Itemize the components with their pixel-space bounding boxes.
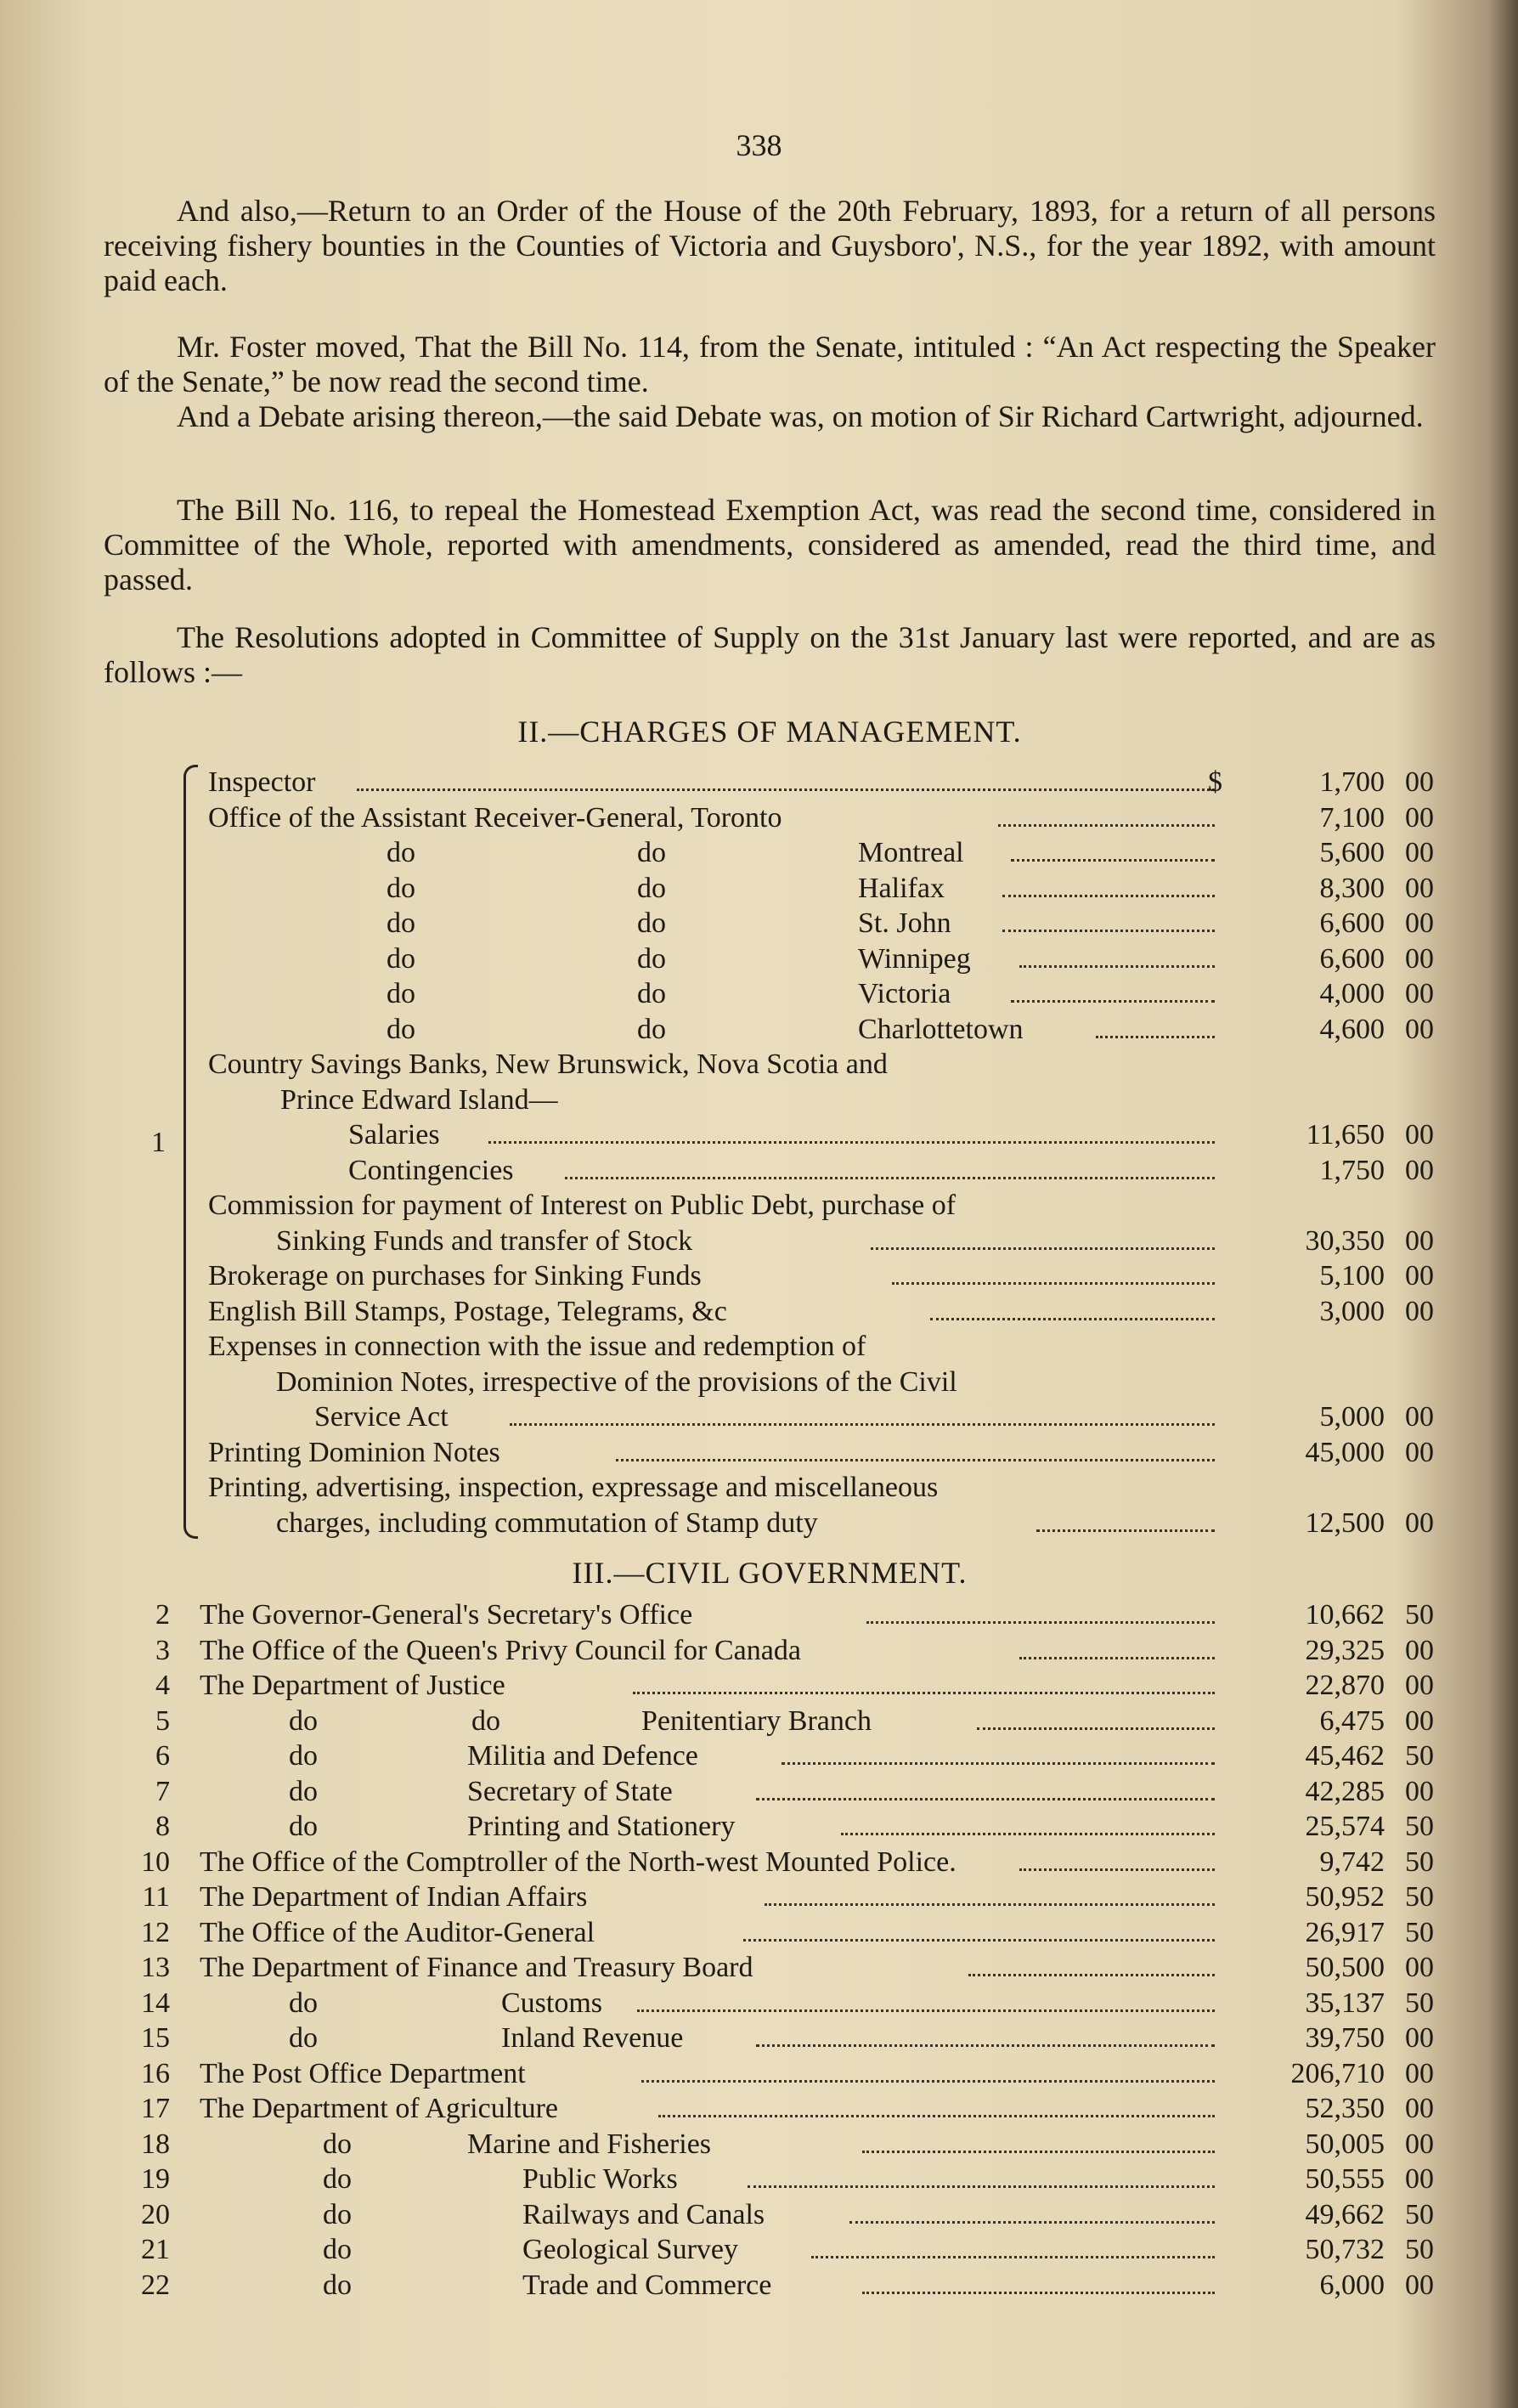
amount: 50,005	[1305, 2128, 1385, 2160]
table-row	[0, 2268, 1518, 2303]
cents: 50	[1405, 1881, 1434, 1913]
row-label: do	[323, 2269, 352, 2301]
dot-leader	[1096, 1012, 1215, 1038]
row-number: 4	[155, 1670, 170, 1701]
row-label-3: Public Works	[522, 2163, 678, 2195]
cents: 00	[1405, 942, 1434, 975]
amount: 12,500	[1305, 1506, 1385, 1539]
cents: 00	[1405, 1260, 1434, 1292]
row-label-2: do	[637, 942, 666, 975]
row-number: 13	[141, 1952, 170, 1983]
cents: 00	[1405, 1506, 1434, 1539]
amount: 29,325	[1305, 1634, 1385, 1666]
row-number: 18	[141, 2128, 170, 2160]
table-row	[0, 1294, 1518, 1329]
row-number: 6	[155, 1740, 170, 1772]
row-label-3: St. John	[858, 907, 951, 939]
cents: 00	[1405, 1670, 1434, 1701]
table-row	[0, 1879, 1518, 1914]
table-row	[0, 835, 1518, 870]
table-row	[0, 2056, 1518, 2091]
row-label: Country Savings Banks, New Brunswick, Nova Scotia and	[208, 1049, 888, 1080]
row-label: do	[387, 978, 415, 1009]
dot-leader	[510, 1399, 1215, 1426]
row-label: The Department of Indian Affairs	[200, 1881, 588, 1913]
row-label: Inspector	[208, 766, 316, 798]
amount: 206,710	[1290, 2057, 1385, 2089]
cents: 00	[1405, 2057, 1434, 2089]
cents: 00	[1405, 1119, 1434, 1150]
row-label: do	[289, 1704, 318, 1737]
amount: 25,574	[1305, 1811, 1385, 1842]
row-label-3: Penitentiary Branch	[641, 1704, 872, 1737]
row-label: Expenses in connection with the issue and redemption of	[208, 1331, 866, 1362]
table-row	[0, 1012, 1518, 1047]
row-label: The Governor-General's Secretary's Office	[200, 1599, 693, 1631]
dot-leader	[998, 800, 1215, 827]
dot-leader	[565, 1153, 1215, 1179]
cents: 00	[1405, 1013, 1434, 1045]
cents: 00	[1405, 1436, 1434, 1468]
amount: 7,100	[1319, 801, 1385, 834]
table-row	[0, 2232, 1518, 2267]
cents: 50	[1405, 1846, 1434, 1878]
table-row	[0, 2021, 1518, 2055]
amount: 6,475	[1319, 1704, 1385, 1737]
amount: 22,870	[1305, 1670, 1385, 1701]
dot-leader	[641, 2056, 1215, 2083]
dot-leader	[765, 1879, 1215, 1906]
amount: 8,300	[1319, 872, 1385, 904]
amount: 49,662	[1305, 2198, 1385, 2230]
cents: 50	[1405, 2234, 1434, 2265]
amount: 5,000	[1319, 1401, 1385, 1433]
row-label-3: Victoria	[858, 978, 951, 1009]
cents: 00	[1405, 1634, 1434, 1666]
amount: 4,000	[1319, 978, 1385, 1009]
row-label-2: do	[637, 978, 666, 1009]
table-row	[0, 2127, 1518, 2162]
row-label: The Office of the Queen's Privy Council for Canada	[200, 1634, 801, 1666]
page-number: 338	[736, 128, 782, 162]
cents: 00	[1405, 1775, 1434, 1807]
row-label: The Post Office Department	[200, 2057, 526, 2089]
dot-leader	[862, 2268, 1215, 2294]
row-label: do	[387, 907, 415, 939]
amount: 5,600	[1319, 837, 1385, 868]
dot-leader	[841, 1809, 1215, 1835]
amount: 30,350	[1305, 1224, 1385, 1257]
amount: 6,600	[1319, 942, 1385, 975]
row-label-2: do	[637, 837, 666, 868]
row-label: The Department of Justice	[200, 1670, 505, 1701]
dot-leader	[1019, 1845, 1215, 1871]
row-number: 8	[155, 1811, 170, 1842]
table-row	[0, 2091, 1518, 2126]
table-row	[0, 1668, 1518, 1703]
row-label-3: Winnipeg	[858, 942, 971, 975]
row-label-2: do	[637, 872, 666, 904]
table-row	[0, 1950, 1518, 1985]
table-row	[0, 1633, 1518, 1668]
group-number: 1	[151, 1127, 166, 1158]
row-label: do	[387, 1013, 415, 1045]
row-label: Contingencies	[348, 1154, 514, 1186]
row-number: 10	[141, 1846, 170, 1878]
table-row	[0, 1153, 1518, 1188]
amount: 4,600	[1319, 1013, 1385, 1045]
table-row	[0, 1258, 1518, 1293]
row-label: Printing Dominion Notes	[208, 1436, 500, 1468]
row-label: Brokerage on purchases for Sinking Funds	[208, 1260, 702, 1292]
paragraph-resolutions: The Resolutions adopted in Committee of Supply on the 31st January last were reported, and are as follows :—	[104, 620, 1436, 689]
amount: 11,650	[1306, 1119, 1385, 1150]
cents: 00	[1405, 766, 1434, 798]
dot-leader	[849, 2197, 1215, 2224]
row-label: The Office of the Comptroller of the North-west Mounted Police.	[200, 1846, 957, 1878]
amount: 50,952	[1305, 1881, 1385, 1913]
cents: 00	[1405, 2128, 1434, 2160]
row-label-2: do	[637, 1013, 666, 1045]
cents: 00	[1405, 2163, 1434, 2195]
cents: 00	[1405, 1295, 1434, 1327]
table-row	[0, 800, 1518, 835]
cents: 00	[1405, 1952, 1434, 1983]
row-label: do	[323, 2198, 352, 2230]
cents: 00	[1405, 801, 1434, 834]
dot-leader	[616, 1435, 1215, 1461]
dot-leader	[862, 2127, 1215, 2153]
dot-leader	[866, 1597, 1215, 1624]
section-heading-charges: II.—CHARGES OF MANAGEMENT.	[517, 715, 1022, 749]
row-label: do	[289, 2022, 318, 2054]
dot-leader	[1011, 835, 1215, 862]
dot-leader	[756, 1774, 1215, 1800]
paragraph-bill-116: The Bill No. 116, to repeal the Homestead Exemption Act, was read the second time, considered in Committee of the Whole, reported with amendments, considered as amended, read the third time, and passed.	[104, 493, 1436, 596]
dot-leader	[1011, 976, 1215, 1003]
cents: 00	[1405, 1401, 1434, 1433]
row-number: 5	[155, 1704, 170, 1737]
row-label: do	[387, 872, 415, 904]
row-number: 7	[155, 1775, 170, 1807]
row-number: 11	[142, 1881, 170, 1913]
table-row	[0, 1506, 1518, 1540]
row-label: Salaries	[348, 1119, 440, 1150]
row-label-3: Geological Survey	[522, 2234, 738, 2265]
row-label: Dominion Notes, irrespective of the provisions of the Civil	[276, 1365, 957, 1398]
row-label-3: Railways and Canals	[522, 2198, 765, 2230]
row-label: do	[289, 1775, 318, 1807]
table-row	[0, 1597, 1518, 1632]
row-label-2: do	[637, 907, 666, 939]
amount: 35,137	[1305, 1987, 1385, 2019]
cents: 00	[1405, 2022, 1434, 2054]
row-label: do	[289, 1987, 318, 2019]
row-label: English Bill Stamps, Postage, Telegrams, &c	[208, 1295, 727, 1327]
table-row	[0, 2197, 1518, 2232]
amount: 50,555	[1305, 2163, 1385, 2195]
amount: 1,750	[1319, 1154, 1385, 1186]
paragraph-return-order: And also,—Return to an Order of the House of the 20th February, 1893, for a return of all persons receiving fishery bounties in the Counties of Victoria and Guysboro', N.S., for the year 1892, with amount paid each.	[104, 194, 1436, 297]
row-label: do	[387, 942, 415, 975]
table-row	[0, 1399, 1518, 1434]
dot-leader	[871, 1224, 1215, 1250]
row-label: do	[323, 2128, 352, 2160]
table-row	[0, 1986, 1518, 2021]
dot-leader	[811, 2232, 1215, 2258]
amount: 10,662	[1305, 1599, 1385, 1631]
table-row	[0, 2162, 1518, 2196]
row-label: do	[387, 837, 415, 868]
table-row	[0, 1224, 1518, 1258]
dot-leader	[1002, 871, 1215, 897]
table-row	[0, 1809, 1518, 1844]
row-label-3: Secretary of State	[467, 1775, 673, 1807]
table-row	[0, 1082, 1518, 1117]
table-row	[0, 1329, 1518, 1364]
dot-leader	[892, 1258, 1215, 1285]
row-label: The Department of Finance and Treasury Board	[200, 1952, 753, 1983]
amount: 39,750	[1305, 2022, 1385, 2054]
row-label: do	[323, 2234, 352, 2265]
row-label: Commission for payment of Interest on Public Debt, purchase of	[208, 1190, 957, 1221]
amount: 45,000	[1305, 1436, 1385, 1468]
dot-leader	[748, 2162, 1215, 2188]
dot-leader	[977, 1704, 1215, 1730]
row-label: do	[289, 1740, 318, 1772]
table-row	[0, 1435, 1518, 1470]
table-row	[0, 871, 1518, 906]
row-label-3: Inland Revenue	[501, 2022, 684, 2054]
cents: 00	[1405, 837, 1434, 868]
dot-leader	[756, 2021, 1215, 2047]
row-label-3: Montreal	[858, 837, 964, 868]
row-label: Printing, advertising, inspection, expressage and miscellaneous	[208, 1472, 939, 1503]
cents: 50	[1405, 1740, 1434, 1772]
dot-leader	[1019, 941, 1215, 968]
dot-leader	[1019, 1633, 1215, 1659]
row-number: 15	[141, 2022, 170, 2054]
table-row	[0, 765, 1518, 800]
amount: 5,100	[1319, 1260, 1385, 1292]
dot-leader	[743, 1915, 1215, 1942]
table-row	[0, 976, 1518, 1011]
paragraph-debate: And a Debate arising thereon,—the said Debate was, on motion of Sir Richard Cartwright, adjourned.	[177, 399, 1424, 433]
row-number: 20	[141, 2198, 170, 2230]
row-label: do	[323, 2163, 352, 2195]
section-heading-civil: III.—CIVIL GOVERNMENT.	[572, 1556, 968, 1590]
row-label: The Department of Agriculture	[200, 2093, 559, 2124]
cents: 50	[1405, 2198, 1434, 2230]
table-row	[0, 1365, 1518, 1399]
row-label-3: Militia and Defence	[467, 1740, 698, 1772]
amount: 42,285	[1305, 1775, 1385, 1807]
table-row	[0, 1047, 1518, 1082]
row-label: The Office of the Auditor-General	[200, 1916, 595, 1948]
row-number: 12	[141, 1916, 170, 1948]
row-label: Sinking Funds and transfer of Stock	[276, 1224, 693, 1257]
row-label-3: Marine and Fisheries	[467, 2128, 712, 2160]
table-row	[0, 1704, 1518, 1738]
cents: 00	[1405, 1224, 1434, 1257]
amount: 45,462	[1305, 1740, 1385, 1772]
row-label-3: Charlottetown	[858, 1013, 1024, 1045]
dot-leader	[633, 1668, 1215, 1694]
table-row	[0, 906, 1518, 941]
table-row	[0, 1470, 1518, 1505]
row-label: Office of the Assistant Receiver-General, Toronto	[208, 801, 782, 834]
cents: 50	[1405, 1811, 1434, 1842]
cents: 50	[1405, 1916, 1434, 1948]
cents: 00	[1405, 872, 1434, 904]
dot-leader	[1002, 906, 1215, 932]
row-number: 14	[141, 1987, 170, 2019]
row-label: charges, including commutation of Stamp duty	[276, 1506, 818, 1539]
row-label: Service Act	[314, 1401, 449, 1433]
paragraph-foster-motion: Mr. Foster moved, That the Bill No. 114, from the Senate, intituled : “An Act respecting the Speaker of the Senate,” be now read the second time.	[104, 330, 1436, 399]
row-number: 22	[141, 2269, 170, 2301]
row-number: 3	[155, 1634, 170, 1666]
amount: 3,000	[1319, 1295, 1385, 1327]
dollar-sign: $	[1208, 766, 1222, 798]
dot-leader	[357, 765, 1215, 791]
dot-leader	[782, 1738, 1215, 1765]
row-number: 21	[141, 2234, 170, 2265]
amount: 50,500	[1305, 1952, 1385, 1983]
table-row	[0, 1845, 1518, 1879]
cents: 00	[1405, 2269, 1434, 2301]
table-row	[0, 1738, 1518, 1773]
row-label-3: Trade and Commerce	[522, 2269, 772, 2301]
row-number: 19	[141, 2163, 170, 2195]
cents: 00	[1405, 1704, 1434, 1737]
cents: 00	[1405, 978, 1434, 1009]
amount: 52,350	[1305, 2093, 1385, 2124]
row-label: Prince Edward Island—	[280, 1083, 558, 1116]
amount: 6,600	[1319, 907, 1385, 939]
cents: 00	[1405, 907, 1434, 939]
dot-leader	[930, 1294, 1215, 1320]
table-row	[0, 1188, 1518, 1223]
row-label-3: Halifax	[858, 872, 945, 904]
table-row	[0, 1117, 1518, 1152]
row-label-2: do	[471, 1704, 500, 1737]
row-number: 17	[141, 2093, 170, 2124]
amount: 50,732	[1305, 2234, 1385, 2265]
amount: 6,000	[1319, 2269, 1385, 2301]
amount: 9,742	[1319, 1846, 1385, 1878]
amount: 26,917	[1305, 1916, 1385, 1948]
table-row	[0, 941, 1518, 976]
cents: 50	[1405, 1987, 1434, 2019]
row-label-3: Customs	[501, 1987, 603, 2019]
dot-leader	[637, 1986, 1215, 2012]
row-number: 2	[155, 1599, 170, 1631]
table-row	[0, 1774, 1518, 1809]
row-label-3: Printing and Stationery	[467, 1811, 736, 1842]
cents: 50	[1405, 1599, 1434, 1631]
table-row	[0, 1915, 1518, 1950]
dot-leader	[658, 2091, 1215, 2117]
row-number: 16	[141, 2057, 170, 2089]
dot-leader	[1036, 1506, 1215, 1532]
dot-leader	[968, 1950, 1215, 1976]
cents: 00	[1405, 1154, 1434, 1186]
row-label: do	[289, 1811, 318, 1842]
dot-leader	[488, 1117, 1215, 1144]
amount: 1,700	[1319, 766, 1385, 798]
cents: 00	[1405, 2093, 1434, 2124]
